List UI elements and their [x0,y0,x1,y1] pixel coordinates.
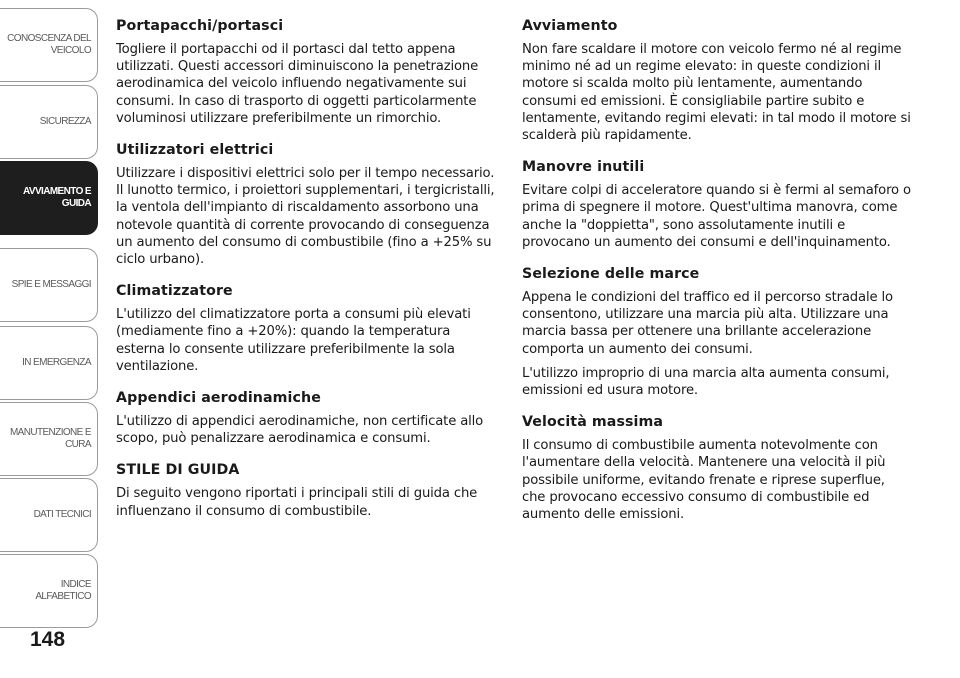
tab-avviamento[interactable] [0,161,98,235]
tab-spie[interactable] [0,248,98,322]
section-paragraph: Il consumo di combustibile aumenta notevolmente con l'aumentare della velocità. Mantenere una velocità il più possibile uniforme, evitando frenate e riprese superflue, che provocano eccessivo consumo di combustibile ed aumento delle emissioni. [522,438,886,523]
tab-label: MANUTENZIONE E CURA [9,427,91,450]
section-utilizzatori [116,141,500,268]
left-column [116,17,500,534]
section-heading: STILE DI GUIDA [116,462,240,479]
section-marce [522,265,912,399]
section-stile [116,461,500,519]
section-manovre [522,158,912,251]
tab-emergenza[interactable] [0,326,98,400]
tab-dati[interactable] [0,478,98,552]
section-paragraph: L'utilizzo del climatizzatore porta a consumi più elevati (mediamente fino a +20%): quando la temperatura esterna lo consente utilizzare preferibilmente la sola ventilazione. [116,307,471,374]
tab-label: IN EMERGENZA [22,357,91,368]
tab-indice[interactable] [0,554,98,628]
tab-label: DATI TECNICI [33,509,91,520]
section-paragraph: Evitare colpi di acceleratore quando si è fermi al semaforo o prima di spegnere il motore. Quest'ultima manovra, come anche la "doppietta", sono assolutamente inutili e provocano un aumento dei consumi e dell'inquinamento. [522,183,911,250]
section-heading: Portapacchi/portasci [116,18,284,34]
section-appendici [116,389,500,447]
page-number: 148 [30,628,66,651]
section-paragraph: L'utilizzo di appendici aerodinamiche, non certificate allo scopo, può penalizzare aerodinamica e consumi. [116,414,484,447]
section-avviamento [522,17,912,144]
tab-conoscenza[interactable] [0,8,98,82]
section-heading: Selezione delle marce [522,266,700,283]
section-heading: Climatizzatore [116,283,233,300]
section-paragraph: Utilizzare i dispositivi elettrici solo per il tempo necessario. Il lunotto termico, i proiettori supplementari, i tergicristalli, la ventola dell'impianto di riscaldamento assorbono una notevole quantità di corrente provocando di conseguenza un aumento del consumo di combustibile (fino a +25% su ciclo urbano). [116,166,495,268]
section-paragraph: L'utilizzo improprio di una marcia alta aumenta consumi, emissioni ed usura motore. [522,365,890,399]
chapter-sidebar [0,0,100,678]
section-heading: Manovre inutili [522,159,645,176]
tab-label: INDICE ALFABETICO [35,579,91,602]
section-heading: Utilizzatori elettrici [116,142,274,159]
tab-manutenzione[interactable] [0,402,98,476]
right-column [522,17,912,537]
section-paragraph: Appena le condizioni del traffico ed il percorso stradale lo consentono, utilizzare una marcia più alta. Utilizzare una marcia bassa per ottenere una brillante accelerazione comporta un aumento dei consumi. [522,290,893,357]
section-portapacchi [116,17,500,127]
tab-label: CONOSCENZA DEL VEICOLO [7,33,91,56]
tab-label: SPIE E MESSAGGI [11,279,91,290]
section-heading: Appendici aerodinamiche [116,390,321,407]
section-velocita [522,413,912,523]
tab-sicurezza[interactable] [0,85,98,159]
section-heading: Velocità massima [522,414,664,431]
section-heading: Avviamento [522,18,618,34]
section-paragraph: Togliere il portapacchi od il portasci dal tetto appena utilizzati. Questi accessori diminuiscono la penetrazione aerodinamica del veicolo influendo negativamente sui consumi. In caso di trasporto di oggetti particolarmente voluminosi utilizzare preferibilmente un rimorchio. [116,42,479,126]
section-paragraph: Di seguito vengono riportati i principali stili di guida che influenzano il consumo di combustibile. [116,486,478,519]
section-climatizzatore [116,282,500,375]
tab-label: SICUREZZA [39,116,91,127]
section-paragraph: Non fare scaldare il motore con veicolo fermo né al regime minimo né ad un regime elevato: in queste condizioni il motore si scalda molto più lentamente, aumentando consumi ed emissioni. È consigliabile partire subito e lentamente, evitando regimi elevati: in tal modo il motore si scalderà più rapidamente. [522,42,911,144]
tab-label: AVVIAMENTO E GUIDA [23,186,91,209]
